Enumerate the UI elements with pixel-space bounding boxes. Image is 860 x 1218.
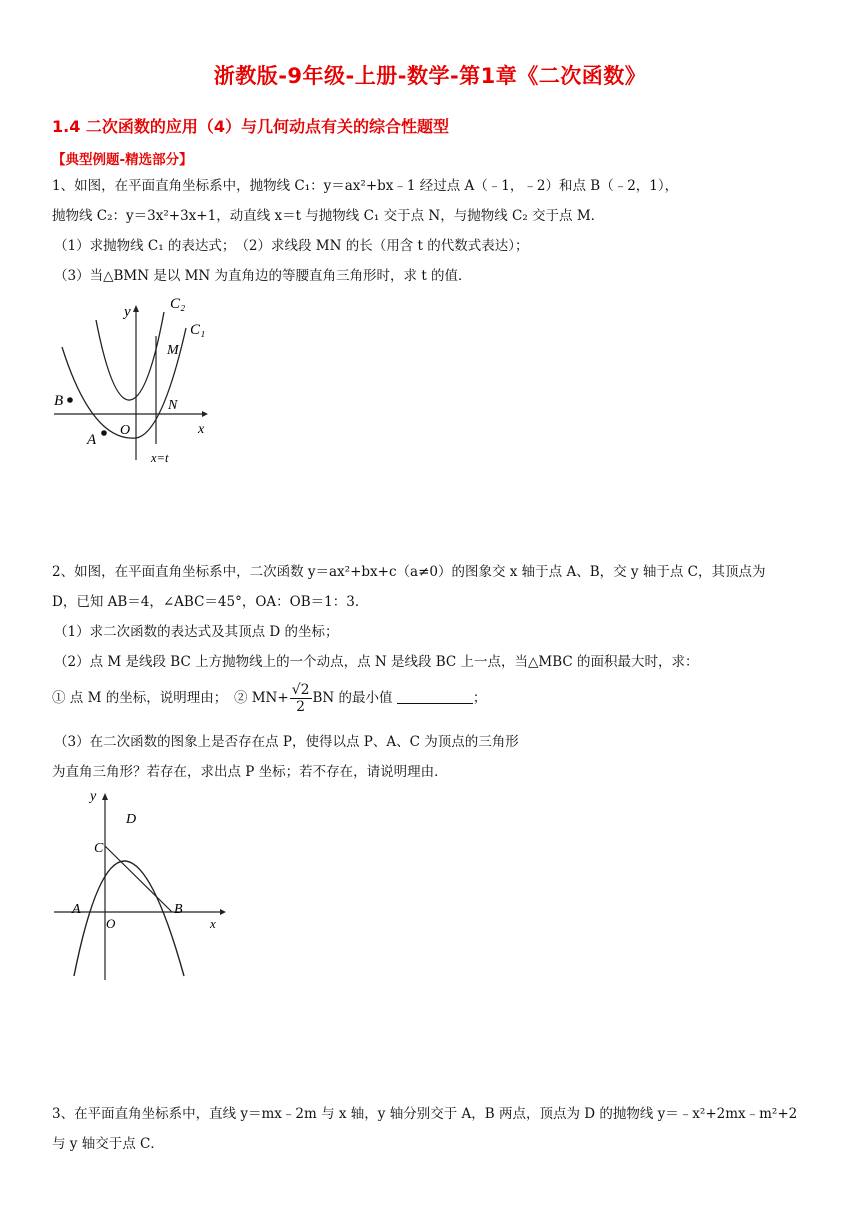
label-m: M <box>167 343 179 358</box>
q3-line-2: 与 y 轴交于点 C． <box>52 1136 164 1152</box>
x-axis-arrow <box>202 411 208 417</box>
q2-line-4: （2）点 M 是线段 BC 上方抛物线上的一个动点，点 N 是线段 BC 上一点，当△MBC 的面积最大时，求： <box>54 654 699 670</box>
q2-line-7: 为直角三角形？若存在，求出点 P 坐标；若不存在，请说明理由． <box>52 764 448 780</box>
segment-cb <box>105 846 172 912</box>
label-a: A <box>72 902 81 917</box>
page-title: 浙教版-9年级-上册-数学-第1章《二次函数》 <box>213 64 647 88</box>
label-y: y <box>124 304 131 320</box>
label-c1: C₁ <box>190 322 206 338</box>
label-c2: C₂ <box>170 296 186 312</box>
x-axis-arrow <box>220 909 226 915</box>
y-axis-arrow <box>102 793 108 800</box>
label-o: O <box>106 916 116 931</box>
label-b: B <box>174 902 183 917</box>
answer-blank <box>397 689 473 704</box>
q1-line-3: （1）求抛物线 C₁ 的表达式； （2）求线段 MN 的长（用含 t 的代数式表达）； <box>54 238 529 254</box>
label-x-equals-t: x=t <box>151 451 169 464</box>
q2-line-5 <box>52 680 812 716</box>
q1-line-4: （3）当△BMN 是以 MN 为直角边的等腰直角三角形时，求 t 的值． <box>54 268 472 284</box>
q2-line-3: （1）求二次函数的表达式及其顶点 D 的坐标； <box>54 624 339 640</box>
q1-figure <box>52 292 212 464</box>
q2-line-6: （3）在二次函数的图象上是否存在点 P，使得以点 P、A、C 为顶点的三角形 <box>54 734 519 750</box>
section-title: 1.4 二次函数的应用（4）与几何动点有关的综合性题型 <box>52 117 450 136</box>
q2-graph <box>50 786 235 986</box>
label-d: D <box>126 812 137 827</box>
label-c: C <box>94 841 104 856</box>
q1-line-1: 1、如图，在平面直角坐标系中，抛物线 C₁：y＝ax²+bx﹣1 经过点 A（﹣1，﹣2）和点 B（﹣2，1）， <box>52 178 679 194</box>
q2-line-2: D，已知 AB＝4，∠ABC＝45°，OA：OB＝1：3． <box>52 594 369 610</box>
q1-line-2: 抛物线 C₂：y＝3x²+3x+1，动直线 x＝t 与抛物线 C₁ 交于点 N，与抛物线 C₂ 交于点 M． <box>52 208 605 224</box>
label-x: x <box>210 916 216 931</box>
point-a <box>101 430 107 436</box>
sqrt2-over-2-fraction <box>290 683 312 714</box>
label-o: O <box>120 423 131 438</box>
fraction-numerator: √2 <box>291 682 310 698</box>
section-tag: 【典型例题-精选部分】 <box>52 152 193 168</box>
label-x: x <box>198 422 205 437</box>
label-b: B <box>54 393 64 409</box>
q2-figure <box>50 786 235 986</box>
parabola-c2 <box>96 312 164 400</box>
fraction-denominator: 2 <box>296 699 306 715</box>
label-n: N <box>168 398 178 413</box>
q2-line-5-part-c: ； <box>472 690 487 706</box>
q2-line-5-part-a: ① 点 M 的坐标，说明理由； ② MN+ <box>52 690 289 706</box>
parabola <box>74 861 184 976</box>
label-y: y <box>90 789 97 804</box>
q2-line-5-part-b: BN 的最小值 <box>312 690 397 706</box>
y-axis-arrow <box>133 305 139 312</box>
label-a: A <box>87 432 97 448</box>
q2-line-1: 2、如图，在平面直角坐标系中，二次函数 y＝ax²+bx+c（a≠0）的图象交 x 轴于点 A、B，交 y 轴于点 C，其顶点为 <box>52 564 766 580</box>
q1-graph <box>52 292 212 464</box>
point-b <box>67 397 73 403</box>
q3-line-1: 3、在平面直角坐标系中，直线 y＝mx﹣2m 与 x 轴，y 轴分别交于 A，B 两点，顶点为 D 的抛物线 y＝﹣x²+2mx﹣m²+2 <box>52 1106 798 1122</box>
